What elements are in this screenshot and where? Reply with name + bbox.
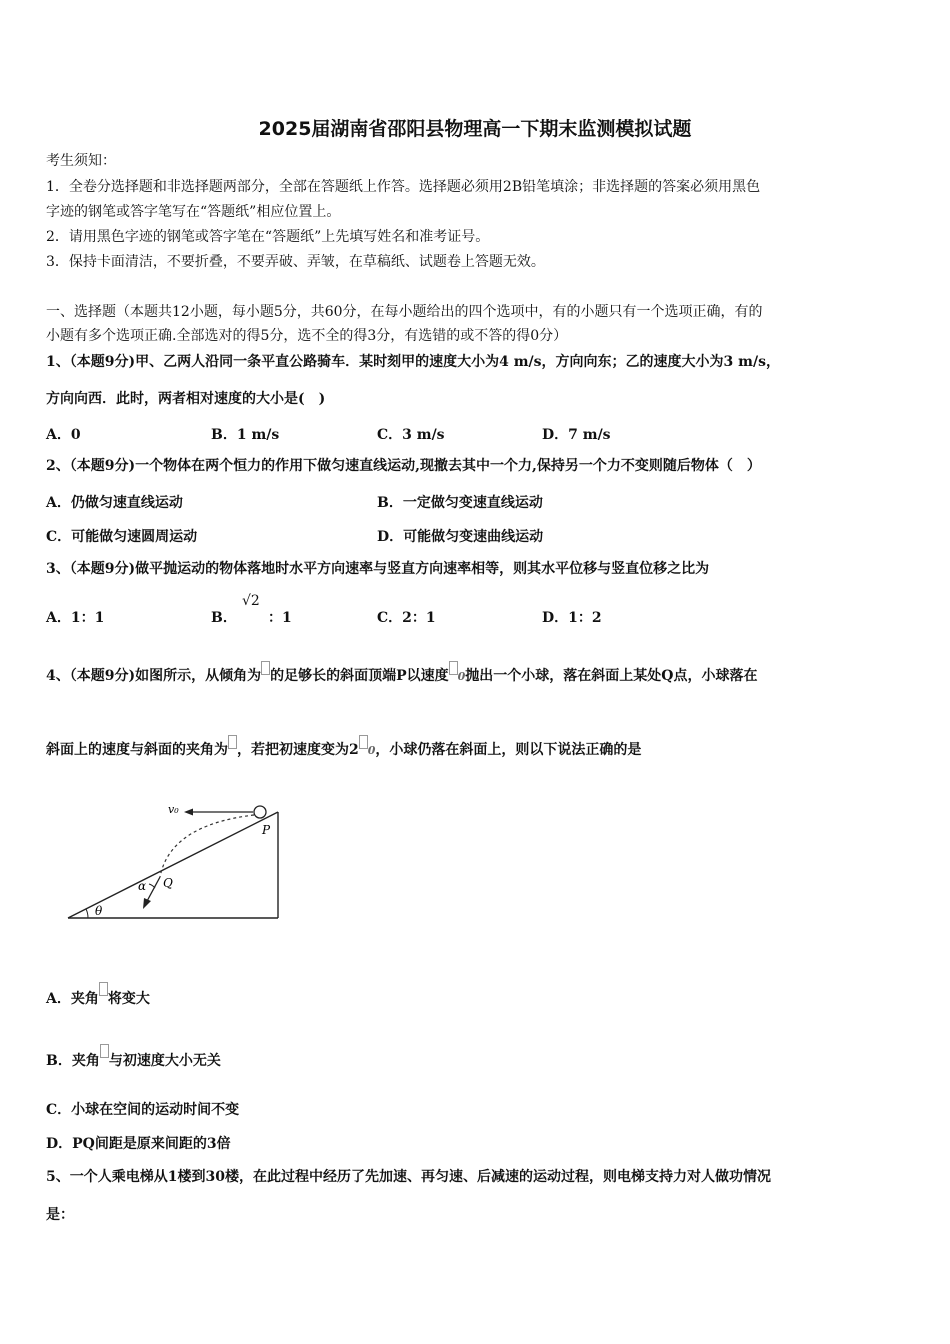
q4-stem-cont bbox=[46, 741, 641, 760]
q3-option-c[interactable]: C．2：1 bbox=[377, 610, 436, 626]
q1-option-a[interactable]: A．0 bbox=[46, 427, 81, 443]
alpha-placeholder-icon bbox=[228, 735, 237, 749]
q3-option-b[interactable]: B． bbox=[211, 610, 237, 626]
figure-label-alpha: α bbox=[138, 879, 147, 893]
q1-stem: 1、（本题9分)甲、乙两人沿同一条平直公路骑车．某时刻甲的速度大小为4 m/s，方向向东；乙的速度大小为3 m/s， bbox=[46, 354, 780, 370]
q1-option-d[interactable]: D．7 m/s bbox=[542, 427, 611, 443]
notice-item: 3．保持卡面清洁，不要折叠，不要弄破、弄皱，在草稿纸、试题卷上答题无效。 bbox=[46, 254, 545, 270]
q4-option-b-part1: B．夹角 bbox=[46, 1053, 100, 1069]
sqrt-two-symbol: √2 bbox=[242, 593, 260, 609]
q4-option-b-part2: 与初速度大小无关 bbox=[108, 1053, 221, 1069]
q3-option-d[interactable]: D．1：2 bbox=[542, 610, 602, 626]
q1-option-b[interactable]: B．1 m/s bbox=[211, 427, 280, 443]
notice-item: 字迹的钢笔或答字笔写在“答题纸”相应位置上。 bbox=[46, 204, 341, 220]
figure-label-p: P bbox=[262, 823, 271, 837]
q2-option-a[interactable]: A．仍做匀速直线运动 bbox=[46, 495, 183, 511]
q4-stem-part6: ，小球仍落在斜面上，则以下说法正确的是 bbox=[375, 742, 642, 758]
q4-stem-part4: 斜面上的速度与斜面的夹角为 bbox=[46, 742, 228, 758]
figure-trajectory bbox=[160, 815, 254, 877]
q4-option-b[interactable] bbox=[46, 1050, 221, 1070]
figure-alpha-arc bbox=[149, 884, 155, 888]
q4-option-a[interactable] bbox=[46, 988, 150, 1008]
q4-stem-part3: 抛出一个小球，落在斜面上某处Q点，小球落在 bbox=[465, 668, 758, 684]
q3-stem: 3、（本题9分)做平抛运动的物体落地时水平方向速率与竖直方向速率相等，则其水平位移与竖直位移之比为 bbox=[46, 561, 710, 577]
q5-stem-cont: 是： bbox=[46, 1207, 74, 1223]
v0-placeholder-icon bbox=[449, 661, 458, 675]
theta-placeholder-icon bbox=[261, 661, 270, 675]
q4-option-c[interactable]: C．小球在空间的运动时间不变 bbox=[46, 1102, 240, 1118]
q5-stem: 5、一个人乘电梯从1楼到30楼，在此过程中经历了先加速、再匀速、后减速的运动过程，则电梯支持力对人做功情况 bbox=[46, 1169, 771, 1185]
figure-incline-line bbox=[68, 812, 278, 918]
q4-stem bbox=[46, 667, 758, 686]
q2-option-d[interactable]: D．可能做匀变速曲线运动 bbox=[377, 529, 544, 545]
q4-stem-part5: ，若把初速度变为2 bbox=[237, 742, 359, 758]
figure-ball bbox=[254, 806, 266, 818]
v0-subscript: 0 bbox=[457, 670, 466, 683]
section-heading-cont: 小题有多个选项正确.全部选对的得5分，选不全的得3分，有选错的或不答的得0分） bbox=[46, 328, 568, 344]
q1-stem-cont: 方向向西．此时，两者相对速度的大小是( ) bbox=[46, 391, 326, 407]
q2-option-c[interactable]: C．可能做匀速圆周运动 bbox=[46, 529, 198, 545]
q2-option-b[interactable]: B．一定做匀变速直线运动 bbox=[377, 495, 543, 511]
page-title: 2025届湖南省邵阳县物理高一下期末监测模拟试题 bbox=[258, 118, 692, 140]
figure-v0-arrowhead bbox=[184, 809, 193, 816]
q4-stem-part1: 4、（本题9分)如图所示，从倾角为 bbox=[46, 668, 262, 684]
incline-projectile-figure bbox=[60, 795, 290, 930]
section-heading: 一、选择题（本题共12小题，每小题5分，共60分，在每小题给出的四个选项中，有的小题只有一个选项正确，有的 bbox=[46, 304, 763, 320]
figure-theta-arc bbox=[86, 909, 88, 918]
q4-option-a-part2: 将变大 bbox=[107, 991, 150, 1007]
v0-placeholder-icon bbox=[359, 735, 368, 749]
figure-label-theta: θ bbox=[95, 904, 103, 918]
figure-label-v0: v₀ bbox=[168, 803, 179, 816]
figure-velocity-arrow bbox=[146, 877, 160, 903]
notice-item: 1．全卷分选择题和非选择题两部分，全部在答题纸上作答。选择题必须用2B铅笔填涂；非选择题的答案必须用黑色 bbox=[46, 179, 761, 195]
q4-option-d[interactable]: D．PQ间距是原来间距的3倍 bbox=[46, 1136, 231, 1152]
alpha-placeholder-icon bbox=[99, 982, 108, 996]
alpha-placeholder-icon bbox=[100, 1044, 109, 1058]
v0-subscript: 0 bbox=[367, 744, 376, 757]
q4-stem-part2: 的足够长的斜面顶端P以速度 bbox=[270, 668, 449, 684]
q1-option-c[interactable]: C．3 m/s bbox=[377, 427, 445, 443]
notice-heading: 考生须知： bbox=[46, 153, 116, 169]
q3-option-b-ratio: ：1 bbox=[268, 610, 292, 626]
notice-item: 2．请用黑色字迹的钢笔或答字笔在“答题纸”上先填写姓名和准考证号。 bbox=[46, 229, 490, 245]
figure-velocity-arrowhead bbox=[143, 898, 151, 909]
q4-option-a-part1: A．夹角 bbox=[46, 991, 99, 1007]
figure-label-q: Q bbox=[163, 876, 173, 890]
q2-stem: 2、（本题9分)一个物体在两个恒力的作用下做匀速直线运动,现撤去其中一个力,保持另一个力不变则随后物体（ ） bbox=[46, 458, 761, 474]
q3-option-a[interactable]: A．1：1 bbox=[46, 610, 105, 626]
